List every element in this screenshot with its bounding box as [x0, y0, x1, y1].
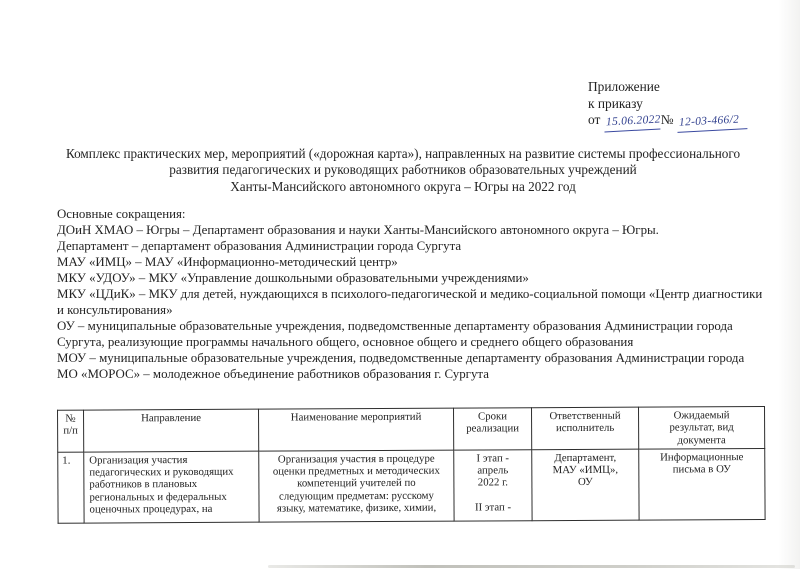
- measures-table: [57, 406, 766, 524]
- header-expected-result: Ожидаемый результат, вид документа: [639, 407, 765, 450]
- abbreviations-list: [57, 222, 772, 382]
- text-line: Ханты-Мансийского автономного округа – Югры на 2022 год: [230, 178, 576, 194]
- abbreviations-heading: Основные сокращения:: [57, 207, 186, 221]
- table-row: [58, 448, 765, 523]
- text-line: МКУ «УДОУ» – МКУ «Управление дошкольными образовательными учреждениями»: [57, 271, 529, 285]
- text-line: МКУ «ЦДиК» – МКУ для детей, нуждающихся в психолого-педагогической и медико-социальной помощи «Центр диагностики и консультирования»: [57, 287, 763, 317]
- header-timing: Сроки реализации: [454, 408, 532, 450]
- text-line: Департамент – департамент образования Администрации города Сургута: [57, 239, 462, 253]
- cell-direction: Организация участия педагогических и руководящих работников в плановых региональных и федеральных оценочных процедурах, на: [84, 451, 259, 523]
- scan-bottom-artifact: [268, 565, 795, 568]
- document-title: [8, 146, 798, 195]
- scan-edge-shadow: [778, 0, 800, 569]
- text-line: МО «МОРОС» – молодежное объединение работников образования г. Сургута: [57, 367, 489, 381]
- from-label: от: [588, 112, 601, 128]
- table-header-row: [58, 407, 765, 453]
- text-line: ОУ – муниципальные образовательные учреждения, подведомственные департаменту образования Администрации города Сургута, реализующие программы начального общего, основное общего и среднего общего образования: [57, 319, 733, 349]
- approval-line-1: Приложение: [588, 79, 660, 94]
- cell-event-name: Организация участия в процедуре оценки предметных и методических компетенций учителей по следующим предметам: русскому языку, математике, физике, химии,: [259, 450, 454, 522]
- handwritten-order-number: 12-03-466/2: [676, 111, 747, 132]
- text-line: МАУ «ИМЦ» – МАУ «Информационно-методический центр»: [57, 255, 398, 269]
- approval-line-3: [588, 112, 793, 131]
- header-responsible: Ответственный исполнитель: [532, 407, 639, 449]
- header-event-name: Наименование мероприятий: [259, 408, 454, 451]
- text-line: ДОиН ХМАО – Югры – Департамент образования и науки Ханты-Мансийского автономного округа – Югры.: [57, 223, 659, 237]
- cell-num: 1.: [58, 452, 84, 523]
- number-sign: №: [660, 112, 674, 128]
- text-line: МОУ – муниципальные образовательные учреждения, подведомственные департаменту образования Администрации города: [57, 351, 745, 365]
- approval-line-2: к приказу: [588, 95, 643, 111]
- approval-block: [588, 79, 793, 131]
- cell-timing: I этап - апрель 2022 г. II этап -: [454, 450, 532, 521]
- header-num: № п/п: [58, 410, 84, 452]
- text-line: развития педагогических и руководящих работников образовательных учреждений: [169, 162, 637, 178]
- header-direction: Направление: [84, 409, 259, 452]
- text-line: Комплекс практических мер, мероприятий («дорожная карта»), направленных на развитие системы профессионального: [65, 146, 741, 161]
- cell-responsible: Департамент, МАУ «ИМЦ», ОУ: [532, 449, 639, 521]
- cell-expected-result: Информационные письма в ОУ: [639, 448, 765, 520]
- abbreviations-section: [57, 206, 772, 382]
- handwritten-date: 15.06.2022: [603, 112, 660, 133]
